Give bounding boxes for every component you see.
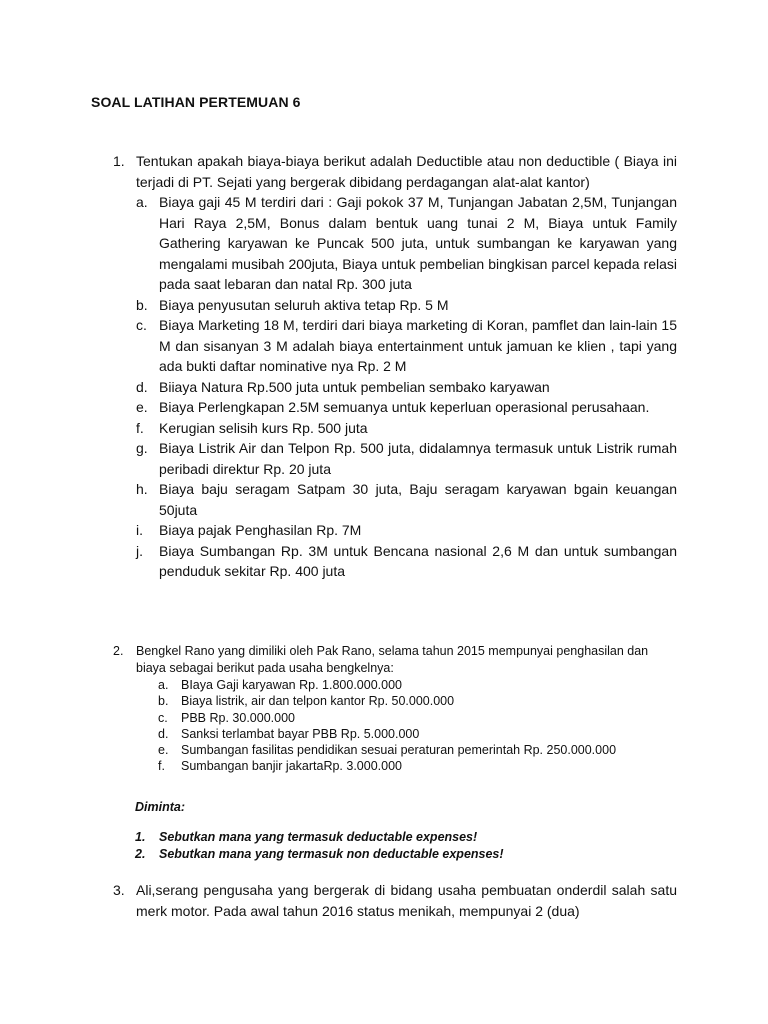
- question-number: 2.: [113, 644, 124, 658]
- list-item: f. Sumbangan banjir jakartaRp. 3.000.000: [158, 759, 402, 774]
- list-item: b. Biaya listrik, air dan telpon kantor Rp. 50.000.000: [158, 694, 455, 709]
- list-item: a. Biaya gaji 45 M terdiri dari : Gaji pokok 37 M, Tunjangan Jabatan 2,5M, Tunjangan Hari Raya 2,5M, Bonus dalam bentuk uang tunai 2 M, Biaya untuk Family Gathering karyawan ke Puncak 500 juta, untuk sumbangan ke karyawan yang mengalami musibah 200juta, Biaya untuk pembelian bingkisan parcel kepada relasi pada saat lebaran dan natal Rp. 300 juta: [136, 194, 677, 292]
- list-item: c. PBB Rp. 30.000.000: [158, 710, 295, 725]
- list-item: g. Biaya Listrik Air dan Telpon Rp. 500 juta, didalamnya termasuk untuk Listrik rumah peribadi direktur Rp. 20 juta: [136, 440, 677, 477]
- task-item: 2. Sebutkan mana yang termasuk non deductable expenses!: [135, 846, 504, 861]
- list-item: h. Biaya baju seragam Satpam 30 juta, Baju seragam karyawan bgain keuangan 50juta: [136, 481, 677, 518]
- list-item: d. Sanksi terlambat bayar PBB Rp. 5.000.000: [158, 726, 420, 741]
- list-item: a. BIaya Gaji karyawan Rp. 1.800.000.000: [158, 678, 402, 692]
- list-item: d. Biiaya Natura Rp.500 juta untuk pembelian sembako karyawan: [136, 378, 550, 395]
- list-item: e. Biaya Perlengkapan 2.5M semuanya untuk keperluan operasional perusahaan.: [136, 399, 650, 415]
- list-item: e. Sumbangan fasilitas pendidikan sesuai peraturan pemerintah Rp. 250.000.000: [158, 743, 617, 758]
- task-item: 1. Sebutkan mana yang termasuk deductable expenses!: [135, 830, 478, 844]
- diminta-heading: Diminta:: [135, 800, 185, 814]
- list-item: j. Biaya Sumbangan Rp. 3M untuk Bencana nasional 2,6 M dan untuk sumbangan penduduk sekitar Rp. 400 juta: [136, 542, 677, 579]
- list-item: i. Biaya pajak Penghasilan Rp. 7M: [136, 522, 362, 538]
- list-item: c. Biaya Marketing 18 M, terdiri dari biaya marketing di Koran, pamflet dan lain-lain 15 M dan sisanyan 3 M adalah biaya entertainment untuk jamuan ke klien , tapi yang ada bukti daftar nominative nya Rp. 2 M: [136, 317, 677, 374]
- question-text: Bengkel Rano yang dimiliki oleh Pak Rano, selama tahun 2015 mempunyai penghasilan dan biaya sebagai berikut pada usaha bengkelnya:: [136, 644, 649, 675]
- list-item: b. Biaya penyusutan seluruh aktiva tetap Rp. 5 M: [136, 296, 449, 313]
- question-number: 1.: [113, 153, 125, 169]
- task-list: [135, 829, 504, 862]
- list-item: f. Kerugian selisih kurs Rp. 500 juta: [136, 419, 368, 436]
- question-text: Ali,serang pengusaha yang bergerak di bidang usaha pembuatan onderdil salah satu merk motor. Pada awal tahun 2016 status menikah, mempunyai 2 (dua): [136, 882, 677, 919]
- document-title: SOAL LATIHAN PERTEMUAN 6: [91, 94, 301, 110]
- question-text: Tentukan apakah biaya-biaya berikut adalah Deductible atau non deductible ( Biaya ini terjadi di PT. Sejati yang bergerak dibidang perdagangan alat-alat kantor): [136, 153, 677, 190]
- question-number: 3.: [113, 882, 125, 898]
